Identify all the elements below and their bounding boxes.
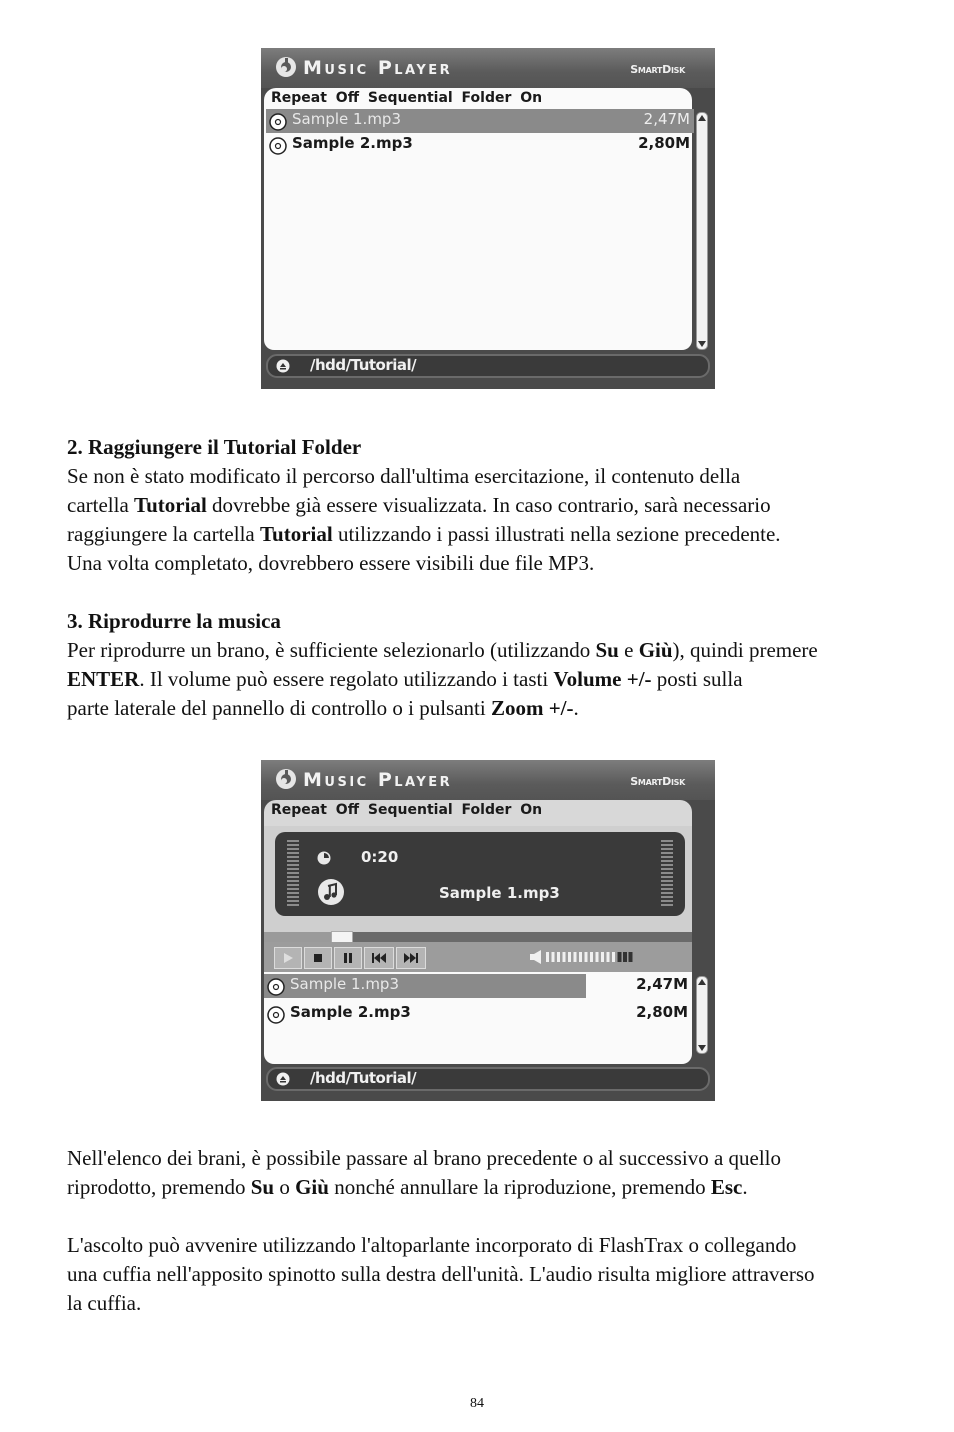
scroll-down-icon[interactable]	[698, 1045, 706, 1051]
stop-icon	[313, 953, 323, 963]
path-bar	[266, 1067, 710, 1091]
file-list-panel	[264, 972, 692, 1064]
folder-path: /hdd/Tutorial/	[310, 1069, 417, 1087]
music-note-icon	[317, 878, 345, 906]
brand-logo: SmartDisk	[630, 775, 685, 788]
volume-segment	[585, 952, 588, 962]
brand-logo: SmartDisk	[630, 63, 685, 76]
volume-segment	[629, 952, 633, 962]
volume-segment	[579, 952, 582, 962]
pause-button[interactable]	[334, 947, 362, 969]
play-mode-row[interactable]: Repeat Off Sequential Folder On	[271, 802, 543, 818]
paragraph-line: Una volta completato, dovrebbero essere visibili due file MP3.	[67, 551, 595, 575]
level-meter-right	[661, 840, 673, 908]
volume-segment	[546, 952, 549, 962]
now-playing-track: Sample 1.mp3	[439, 884, 560, 902]
speaker-icon	[530, 950, 542, 964]
track-item-selected[interactable]	[266, 109, 694, 133]
cd-icon	[267, 978, 285, 996]
progress-fill	[264, 932, 341, 942]
volume-segment	[601, 952, 604, 962]
music-player-screenshot-playing	[261, 760, 715, 1101]
track-item[interactable]	[264, 1002, 692, 1026]
volume-segment	[623, 952, 627, 962]
volume-segment	[596, 952, 599, 962]
paragraph-line: riprodotto, premendo Su o Giù nonché annullare la riproduzione, premendo Esc.	[67, 1175, 748, 1199]
volume-segment	[574, 952, 577, 962]
track-size: 2,47M	[636, 975, 688, 993]
track-name: Sample 1.mp3	[292, 110, 401, 128]
next-button[interactable]	[396, 947, 426, 969]
cd-icon	[269, 113, 287, 131]
section-3	[67, 607, 912, 723]
section-heading: 2. Raggiungere il Tutorial Folder	[67, 435, 362, 459]
scroll-up-icon[interactable]	[698, 979, 706, 985]
play-mode-row[interactable]: Repeat Off Sequential Folder On	[271, 90, 543, 106]
volume-segment	[612, 952, 615, 962]
scroll-up-icon[interactable]	[698, 115, 706, 121]
track-name: Sample 2.mp3	[290, 1003, 411, 1021]
previous-icon	[371, 952, 387, 964]
paragraph-line: la cuffia.	[67, 1291, 142, 1315]
folder-path: /hdd/Tutorial/	[310, 356, 417, 374]
stop-button[interactable]	[304, 947, 332, 969]
app-title: Music Player	[303, 57, 453, 79]
volume-segment	[563, 952, 566, 962]
elapsed-time: 0:20	[361, 848, 399, 866]
play-button[interactable]	[274, 947, 302, 969]
paragraph-line: Nell'elenco dei brani, è possibile passare al brano precedente o al successivo a quello	[67, 1146, 782, 1170]
eject-icon[interactable]	[276, 359, 290, 373]
volume-segment	[557, 952, 560, 962]
level-meter-left	[287, 840, 299, 908]
track-size: 2,80M	[638, 134, 690, 152]
page-number: 84	[470, 1396, 484, 1411]
paragraph-navigation	[67, 1144, 912, 1202]
volume-segment	[568, 952, 571, 962]
track-size: 2,47M	[643, 110, 690, 128]
play-icon	[282, 952, 294, 964]
eject-icon[interactable]	[276, 1072, 290, 1086]
paragraph-line: cartella Tutorial dovrebbe già essere visualizzata. In caso contrario, sarà necessario	[67, 493, 771, 517]
volume-segment	[590, 952, 593, 962]
clock-icon	[317, 851, 331, 865]
now-playing-display	[275, 832, 685, 916]
playback-progress-bar[interactable]	[264, 932, 692, 942]
scrollbar[interactable]	[696, 976, 708, 1054]
music-disc-icon	[275, 56, 297, 78]
volume-slider[interactable]	[546, 952, 636, 962]
pause-icon	[342, 952, 354, 964]
volume-segment	[618, 952, 622, 962]
paragraph-line: Per riprodurre un brano, è sufficiente selezionarlo (utilizzando Su e Giù), quindi premere	[67, 638, 818, 662]
paragraph-audio	[67, 1231, 912, 1318]
paragraph-line: Se non è stato modificato il percorso dall'ultima esercitazione, il contenuto della	[67, 464, 741, 488]
track-name: Sample 1.mp3	[290, 975, 399, 993]
file-list-panel	[264, 88, 692, 350]
section-2	[67, 433, 912, 578]
paragraph-line: ENTER. Il volume può essere regolato utilizzando i tasti Volume +/- posti sulla	[67, 667, 743, 691]
paragraph-line: raggiungere la cartella Tutorial utilizzando i passi illustrati nella sezione precedente.	[67, 522, 781, 546]
volume-segment	[607, 952, 610, 962]
paragraph-line: L'ascolto può avvenire utilizzando l'altoparlante incorporato di FlashTrax o collegando	[67, 1233, 797, 1257]
title-bar	[261, 760, 715, 800]
music-disc-icon	[275, 768, 297, 790]
scroll-down-icon[interactable]	[698, 341, 706, 347]
scrollbar[interactable]	[696, 112, 708, 350]
previous-button[interactable]	[364, 947, 394, 969]
cd-icon	[267, 1006, 285, 1024]
volume-segment	[552, 952, 555, 962]
music-player-screenshot-list	[261, 48, 715, 389]
track-item-selected[interactable]	[264, 974, 586, 998]
track-name: Sample 2.mp3	[292, 134, 413, 152]
next-icon	[403, 952, 419, 964]
section-heading: 3. Riprodurre la musica	[67, 609, 281, 633]
title-bar	[261, 48, 715, 88]
cd-icon	[269, 137, 287, 155]
paragraph-line: parte laterale del pannello di controllo o i pulsanti Zoom +/-.	[67, 696, 579, 720]
track-item[interactable]	[266, 133, 694, 157]
app-title: Music Player	[303, 769, 453, 791]
track-size: 2,80M	[636, 1003, 688, 1021]
path-bar	[266, 354, 710, 378]
transport-controls	[264, 942, 692, 972]
paragraph-line: una cuffia nell'apposito spinotto sulla destra dell'unità. L'audio risulta migliore attraverso	[67, 1262, 815, 1286]
